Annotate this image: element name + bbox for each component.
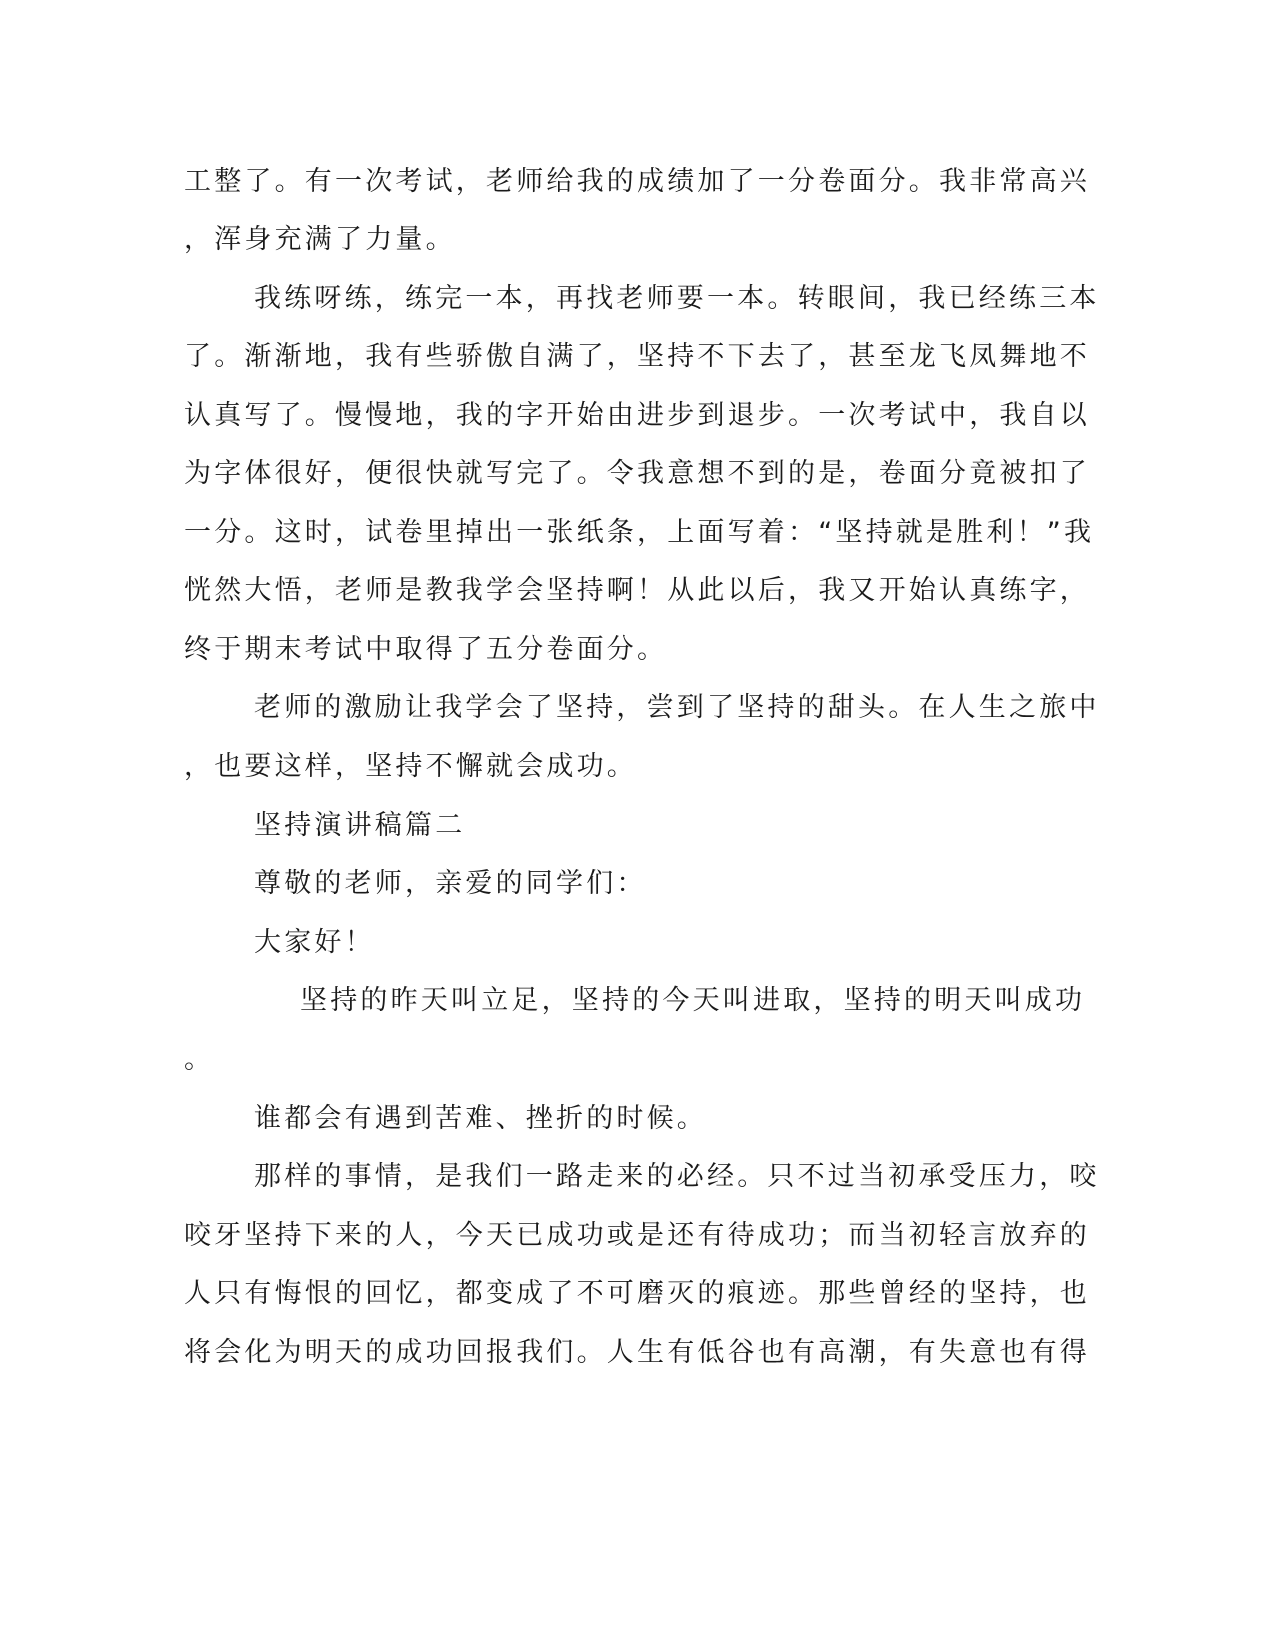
text-line: 将会化为明天的成功回报我们。人生有低谷也有高潮，有失意也有得 <box>184 1337 1090 1368</box>
text-line: 了。渐渐地，我有些骄傲自满了，坚持不下去了，甚至龙飞凤舞地不 <box>184 341 1090 372</box>
text-line: ，也要这样，坚持不懈就会成功。 <box>184 751 637 782</box>
text-line: 那样的事情，是我们一路走来的必经。只不过当初承受压力，咬 <box>254 1161 1100 1192</box>
text-line: 我练呀练，练完一本，再找老师要一本。转眼间，我已经练三本 <box>254 283 1100 314</box>
text-line: 工整了。有一次考试，老师给我的成绩加了一分卷面分。我非常高兴 <box>184 166 1090 197</box>
greeting: 大家好！ <box>254 927 375 958</box>
text-line: 谁都会有遇到苦难、挫折的时候。 <box>254 1103 707 1134</box>
text-line: 终于期末考试中取得了五分卷面分。 <box>184 634 668 665</box>
salutation: 尊敬的老师，亲爱的同学们： <box>254 868 647 899</box>
text-line: 老师的激励让我学会了坚持，尝到了坚持的甜头。在人生之旅中 <box>254 692 1100 723</box>
section-heading: 坚持演讲稿篇二 <box>254 810 466 841</box>
text-line: 一分。这时，试卷里掉出一张纸条，上面写着：“坚持就是胜利！”我 <box>184 517 1095 548</box>
text-line: 恍然大悟，老师是教我学会坚持啊！从此以后，我又开始认真练字， <box>184 575 1090 606</box>
text-line: 咬牙坚持下来的人，今天已成功或是还有待成功；而当初轻言放弃的 <box>184 1220 1090 1251</box>
text-line: ，浑身充满了力量。 <box>184 224 456 255</box>
text-line: 认真写了。慢慢地，我的字开始由进步到退步。一次考试中，我自以 <box>184 400 1090 431</box>
text-line: 人只有悔恨的回忆，都变成了不可磨灭的痕迹。那些曾经的坚持，也 <box>184 1278 1090 1309</box>
text-line: 坚持的昨天叫立足，坚持的今天叫进取，坚持的明天叫成功 <box>300 985 1086 1016</box>
text-line: 为字体很好，便很快就写完了。令我意想不到的是，卷面分竟被扣了 <box>184 458 1090 489</box>
text-line: 。 <box>184 1044 215 1075</box>
